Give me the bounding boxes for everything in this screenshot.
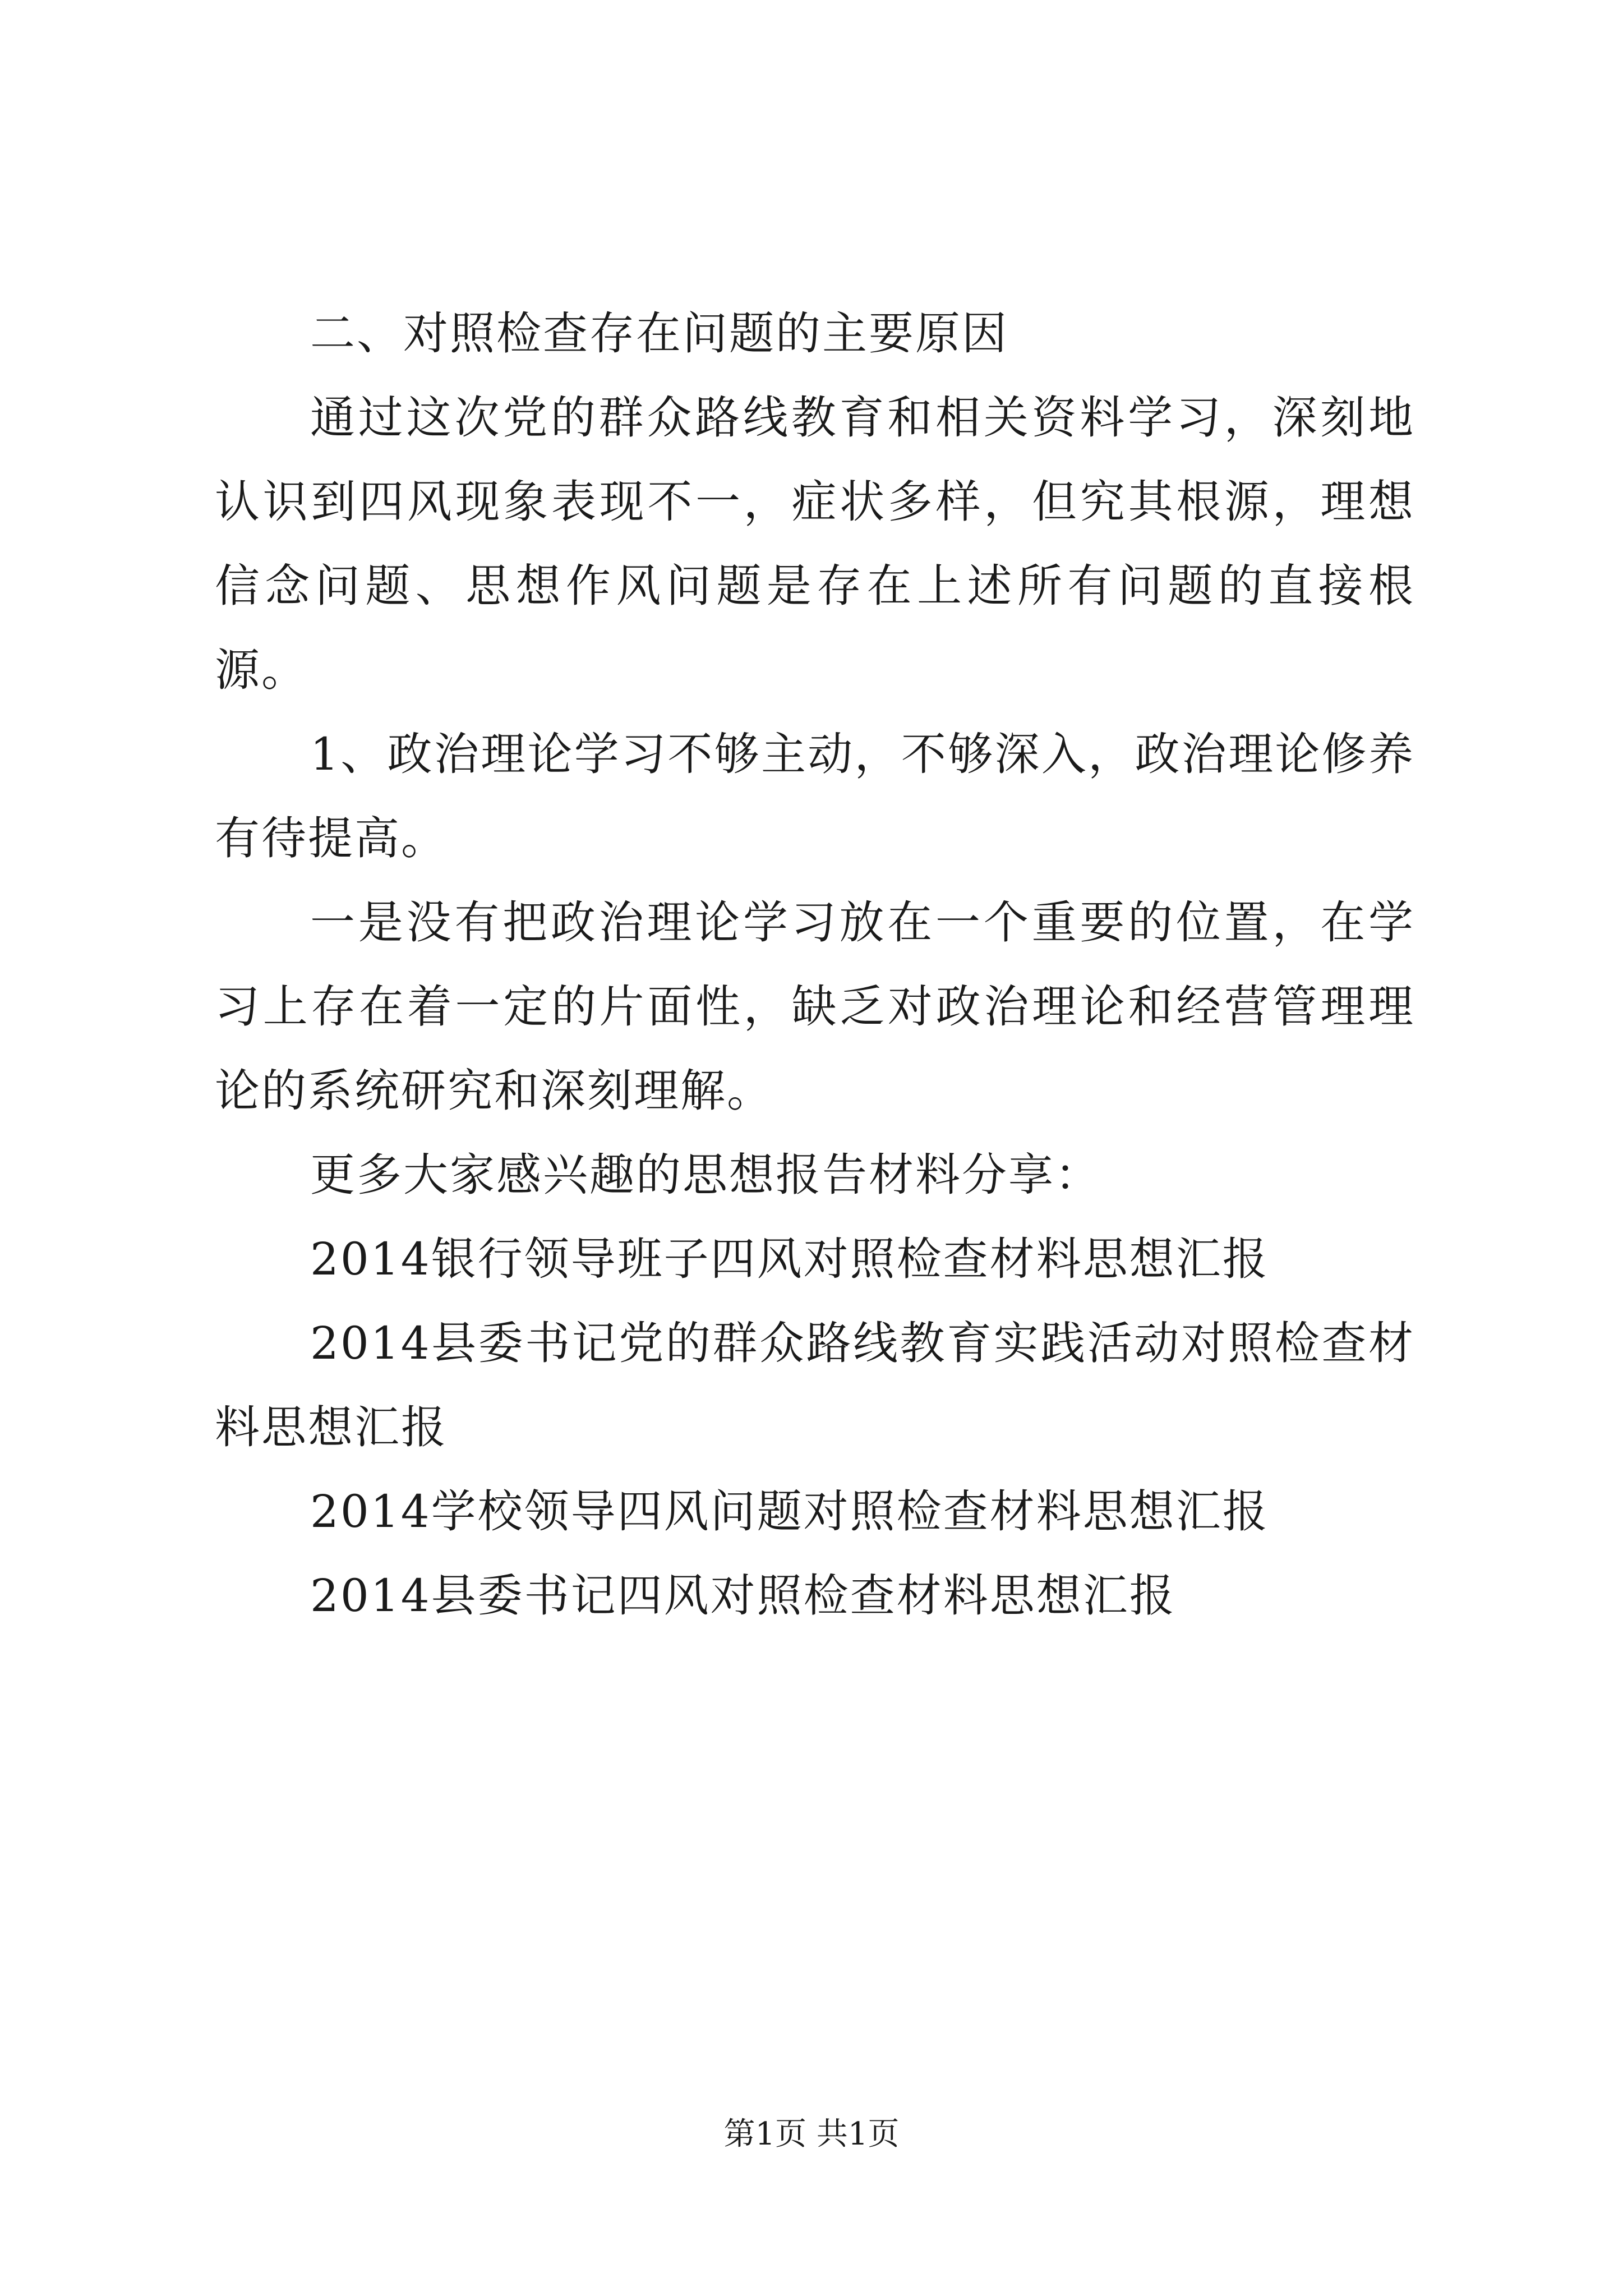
section-heading: 二、对照检查存在问题的主要原因 xyxy=(310,307,1008,360)
related-link-2: 2014县委书记党的群众路线教育实践活动对照检查材料思想汇报 xyxy=(215,1317,1415,1453)
related-materials-intro: 更多大家感兴趣的思想报告材料分享： xyxy=(310,1149,1101,1201)
paragraph-point-1-detail: 一是没有把政治理论学习放在一个重要的位置，在学习上存在着一定的片面性，缺乏对政治理论和经营管理理论的系统研究和深刻理解。 xyxy=(215,896,1415,1117)
related-link-4: 2014县委书记四风对照检查材料思想汇报 xyxy=(310,1570,1176,1622)
document-body xyxy=(215,292,1415,1638)
related-link-1: 2014银行领导班子四风对照检查材料思想汇报 xyxy=(310,1233,1269,1285)
related-link-3: 2014学校领导四风问题对照检查材料思想汇报 xyxy=(310,1485,1269,1538)
paragraph-point-1: 1、政治理论学习不够主动，不够深入，政治理论修养有待提高。 xyxy=(215,728,1415,864)
paragraph-root-cause: 通过这次党的群众路线教育和相关资料学习，深刻地认识到四风现象表现不一，症状多样，但究其根源，理想信念问题、思想作风问题是存在上述所有问题的直接根源。 xyxy=(215,392,1415,696)
page-footer: 第1页 共1页 xyxy=(723,2116,900,2152)
